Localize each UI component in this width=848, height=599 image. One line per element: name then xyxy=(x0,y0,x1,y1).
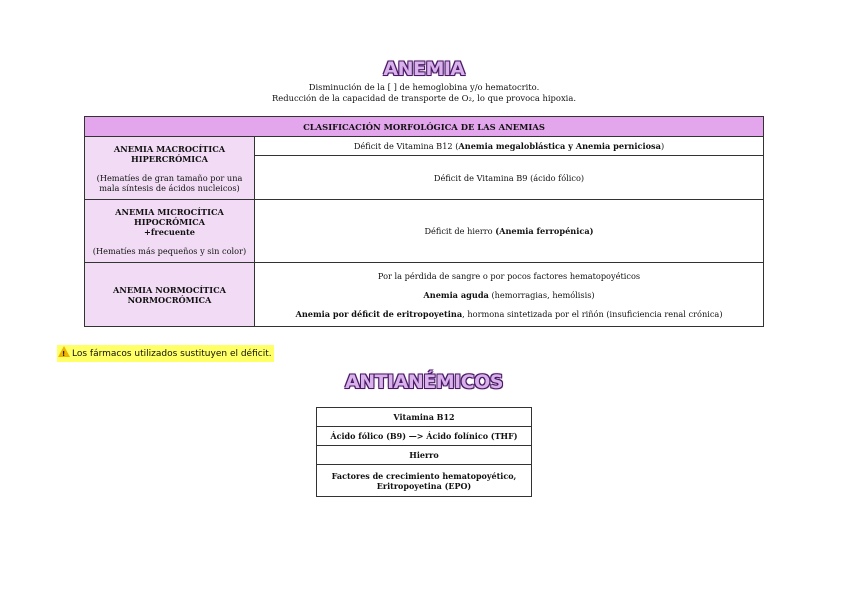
macrocytic-note: (Hematíes de gran tamaño por una mala síntesis de ácidos nucleicos) xyxy=(96,172,243,193)
drug-item: Factores de crecimiento hematopoyético, Eritropoyetina (EPO) xyxy=(317,465,532,497)
anemia-title: ANEMIA xyxy=(383,58,465,80)
microcytic-note: (Hematíes más pequeños y sin color) xyxy=(92,245,247,256)
microcytic-cause: Déficit de hierro (Anemia ferropénica) xyxy=(255,200,764,263)
normocytic-cell xyxy=(85,263,255,327)
warning-icon: ! xyxy=(58,346,70,357)
antianemicos-table xyxy=(316,407,532,497)
antianemicos-title: ANTIANÉMICOS xyxy=(345,371,503,393)
normocytic-causes xyxy=(255,263,764,327)
classification-table xyxy=(84,116,764,327)
drug-item: Hierro xyxy=(317,446,532,465)
normocytic-line1: Por la pérdida de sangre o por pocos factores hematopoyéticos xyxy=(377,270,641,281)
warning-note xyxy=(57,345,274,362)
drug-item: Vitamina B12 xyxy=(317,408,532,427)
anemia-definition: Disminución de la [ ] de hemoglobina y/o hematocrito. xyxy=(308,82,540,92)
normocytic-line3: Anemia por déficit de eritropoyetina, hormona sintetizada por el riñón (insuficiencia renal crónica) xyxy=(295,308,723,319)
normocytic-name: ANEMIA NORMOCÍTICA NORMOCRÓMICA xyxy=(113,284,226,305)
warning-text: Los fármacos utilizados sustituyen el déficit. xyxy=(72,349,272,359)
macrocytic-cause-b9: Déficit de Vitamina B9 (ácido fólico) xyxy=(255,156,764,200)
microcytic-name: ANEMIA MICROCÍTICA HIPOCRÓMICA +frecuente xyxy=(115,206,224,237)
normocytic-line2: Anemia aguda (hemorragias, hemólisis) xyxy=(423,289,595,300)
macrocytic-cause-b12: Déficit de Vitamina B12 (Anemia megaloblástica y Anemia perniciosa) xyxy=(255,137,764,156)
anemia-consequence: Reducción de la capacidad de transporte de O₂, lo que provoca hipoxia. xyxy=(271,93,577,103)
drug-item: Ácido fólico (B9) —> Ácido folínico (THF) xyxy=(317,427,532,446)
macrocytic-name: ANEMIA MACROCÍTICA HIPERCRÓMICA xyxy=(113,143,226,164)
microcytic-cell xyxy=(85,200,255,263)
classification-header: CLASIFICACIÓN MORFOLÓGICA DE LAS ANEMIAS xyxy=(85,117,764,137)
macrocytic-cell xyxy=(85,137,255,200)
